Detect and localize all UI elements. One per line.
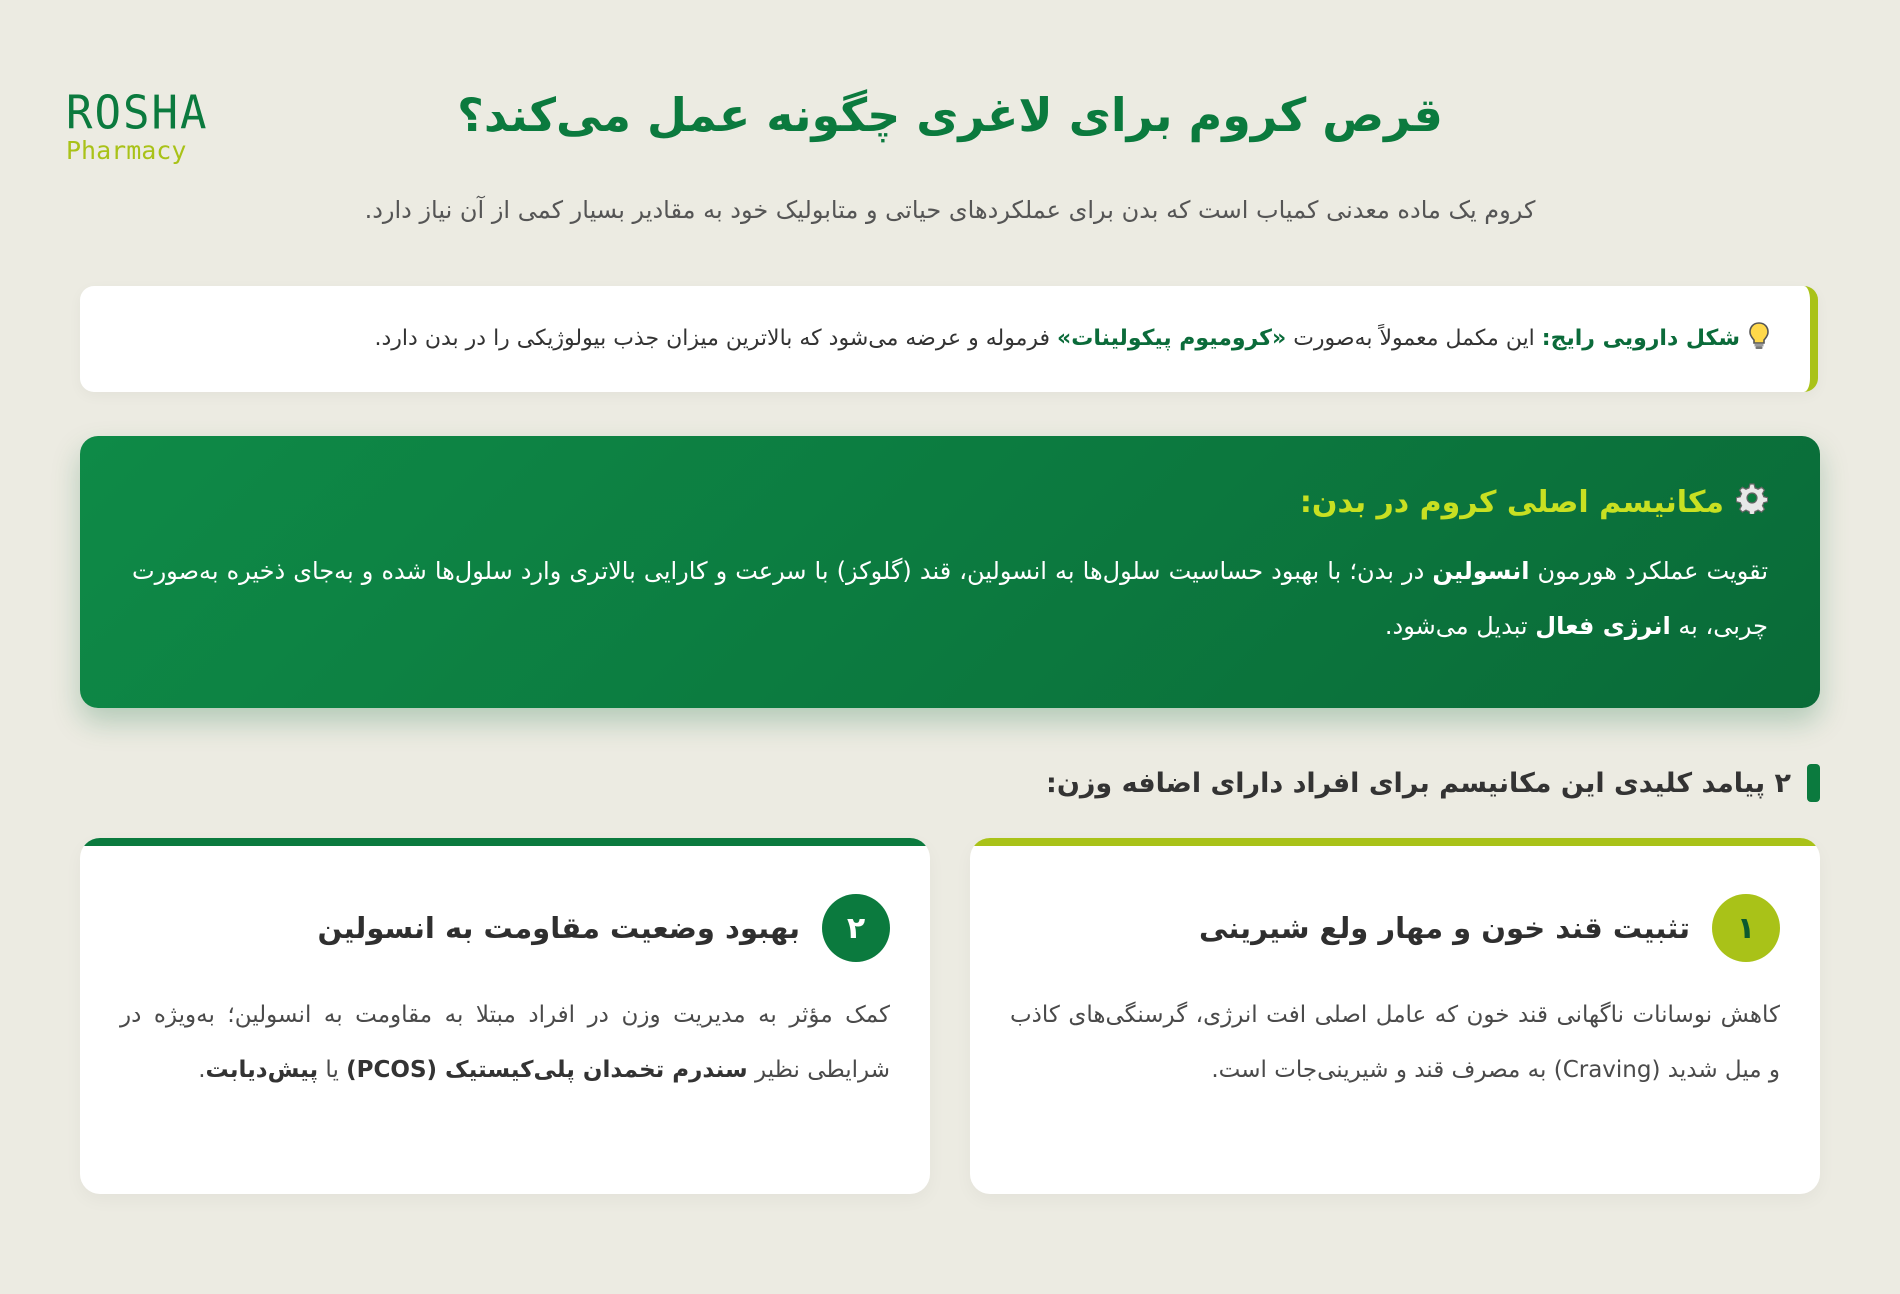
- mechanism-text-part: در بدن؛ با بهبود حساسیت سلول‌ها به انسولین، قند (گلوکز) با سرعت و کارایی بالاتری وارد سلول‌ها شده و به‌جای ذخیره به‌صورت چربی، به: [132, 557, 1768, 640]
- mechanism-text: [132, 544, 1768, 654]
- page-title: قرص کروم برای لاغری چگونه عمل می‌کند؟: [457, 88, 1443, 142]
- outcome-card-2: [80, 838, 930, 1194]
- note-content: [375, 321, 1770, 357]
- card-text: [120, 988, 890, 1098]
- card-header: [318, 894, 891, 962]
- lightbulb-icon: [1748, 321, 1770, 357]
- note-highlight: «کرومیوم پیکولینات»: [1057, 326, 1287, 351]
- gear-icon: [1736, 482, 1768, 522]
- note-text-before: این مکمل معمولاً به‌صورت: [1286, 326, 1542, 351]
- mechanism-box: [80, 436, 1820, 708]
- mechanism-bold-insulin: انسولین: [1432, 557, 1530, 585]
- card-text-part: کمک مؤثر به مدیریت وزن در افراد مبتلا به مقاومت به انسولین؛ به‌ویژه در شرایطی نظیر: [120, 1002, 890, 1083]
- page-subtitle: کروم یک ماده معدنی کمیاب است که بدن برای عملکردهای حیاتی و متابولیک خود به مقادیر بسیار کمی از آن نیاز دارد.: [364, 196, 1536, 224]
- dosage-form-note: [80, 286, 1818, 392]
- mechanism-title: مکانیسم اصلی کروم در بدن:: [1299, 484, 1724, 520]
- mechanism-heading: [132, 482, 1768, 522]
- card-bold-prediabetes: پیش‌دیابت: [205, 1057, 319, 1083]
- section-heading: [1046, 764, 1820, 802]
- section-title: ۲ پیامد کلیدی این مکانیسم برای افراد دارای اضافه وزن:: [1046, 767, 1791, 799]
- card-text-part: .: [198, 1057, 206, 1083]
- outcome-card-1: [970, 838, 1820, 1194]
- mechanism-text-part: تقویت عملکرد هورمون: [1529, 557, 1769, 585]
- number-badge: ۱: [1712, 894, 1780, 962]
- card-title: تثبیت قند خون و مهار ولع شیرینی: [1199, 911, 1690, 945]
- logo-subtitle: Pharmacy: [66, 136, 187, 165]
- card-text: کاهش نوسانات ناگهانی قند خون که عامل اصلی افت انرژی، گرسنگی‌های کاذب و میل شدید (Craving) به مصرف قند و شیرینی‌جات است.: [1010, 1002, 1780, 1083]
- logo-wordmark: ROSHA: [66, 86, 209, 141]
- card-header: [1199, 894, 1780, 962]
- section-accent-bar: [1807, 764, 1820, 802]
- mechanism-text-part: تبدیل می‌شود.: [1384, 612, 1536, 640]
- number-badge: ۲: [822, 894, 890, 962]
- note-text-after: فرموله و عرضه می‌شود که بالاترین میزان جذب بیولوژیکی را در بدن دارد.: [374, 326, 1058, 351]
- note-label: شکل دارویی رایج:: [1541, 326, 1740, 351]
- card-text-part: یا: [318, 1057, 347, 1083]
- card-title: بهبود وضعیت مقاومت به انسولین: [317, 911, 800, 945]
- mechanism-bold-energy: انرژی فعال: [1535, 612, 1671, 640]
- card-bold-pcos: سندرم تخمدان پلی‌کیستیک (PCOS): [346, 1057, 748, 1083]
